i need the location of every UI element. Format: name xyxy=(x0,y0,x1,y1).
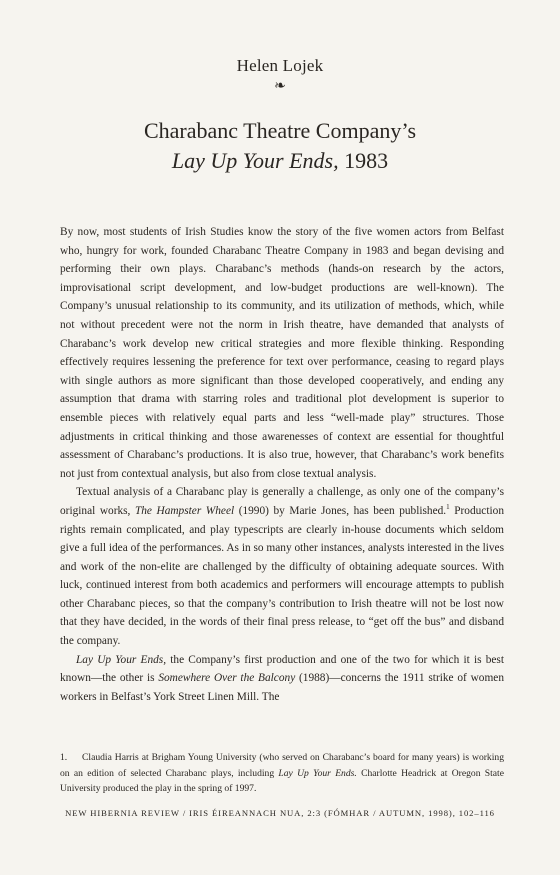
paragraph-3-text-b: (1988)—concerns the 1911 strike of women workers in Belfast’s York Street Linen Mill. The xyxy=(60,672,504,703)
paragraph-2-text-b: (1990) by Marie Jones, has been published. xyxy=(238,504,447,517)
play-title-lay-up-your-ends: Lay Up Your Ends, xyxy=(76,653,167,666)
footnote-number: 1. xyxy=(60,752,68,763)
footnote-text-a: Claudia Harris at Brigham Young University (who served on Charabanc’s board for many years) is working on an edition of selected Charabanc plays, including xyxy=(60,752,504,779)
paragraph-2-text-c: Production rights remain complicated, and play typescripts are clearly in-house documents which seldom give a full idea of the performances. As in so many other instances, analysts interested in the lives and work of the non-elite are challenged by the difficulty of obtaining adequate sources. With luck, continued interest from both academics and performers will encourage attempts to publish other Charabanc pieces, so that the company’s contribution to Irish theatre will not be lost now that they have decided, in the words of their final press release, to “get off the bus” and disband the company. xyxy=(60,504,504,648)
footnote-play-title: Lay Up Your Ends. xyxy=(278,767,357,779)
title-play-name: Lay Up Your Ends, xyxy=(171,148,339,173)
article-title xyxy=(0,116,560,176)
paragraph-2-text-a: Textual analysis of a Charabanc play is generally a challenge, as only one of the company’s original works, xyxy=(60,486,504,517)
fleuron-ornament-icon: ❧ xyxy=(274,79,286,94)
footnote-ref[interactable]: 1 xyxy=(446,503,450,512)
paragraph-1: By now, most students of Irish Studies know the story of the five women actors from Belfast who, hungry for work, founded Charabanc Theatre Company in 1983 and began devising and performing their own plays. Charabanc’s methods (hands-on research by the actors, improvisational script development, and low-budget productions are well-known). The Company’s unusual relationship to its community, and its utilization of methods, which, while not without precedent were not the norm in Irish theatre, have demanded that analysts of Charabanc’s work develop new critical strategies and more flexible thinking. Responding effectively requires lessening the preference for text over performance, ceasing to regard plays with single authors as more significant than those developed cooperatively, and ending any assumption that drama with starring roles and traditional plot development is superior to ensemble pieces with relatively equal parts and less “well-made play” structures. Those adjustments in critical thinking and those awarenesses of context are essential for thoughtful assessment of Charabanc’s productions. It is also true, however, that Charabanc’s work benefits not just from contextual analysis, but also from close textual analysis. xyxy=(60,226,504,480)
paragraph-3 xyxy=(60,651,504,707)
play-title-hampster-wheel: The Hampster Wheel xyxy=(134,504,235,517)
title-year: 1983 xyxy=(344,148,389,173)
article-body xyxy=(60,223,504,706)
paragraph-3-text-a: the Company’s first production and one of the two for which it is best known—the other is xyxy=(60,653,505,685)
paragraph-2 xyxy=(60,483,504,650)
author-name: Helen Lojek xyxy=(236,56,324,75)
title-line-1: Charabanc Theatre Company’s xyxy=(143,118,417,143)
footnote xyxy=(60,750,504,797)
title-line-2 xyxy=(0,146,560,176)
footnote-text-b: Charlotte Headrick at Oregon State University produced the play in the spring of 1997. xyxy=(60,767,504,794)
play-title-somewhere-over-balcony: Somewhere Over the Balcony xyxy=(158,672,296,685)
running-footer: NEW HIBERNIA REVIEW / IRIS ÉIREANNACH NUA, 2:3 (FÓMHAR / AUTUMN, 1998), 102–116 xyxy=(65,808,495,818)
